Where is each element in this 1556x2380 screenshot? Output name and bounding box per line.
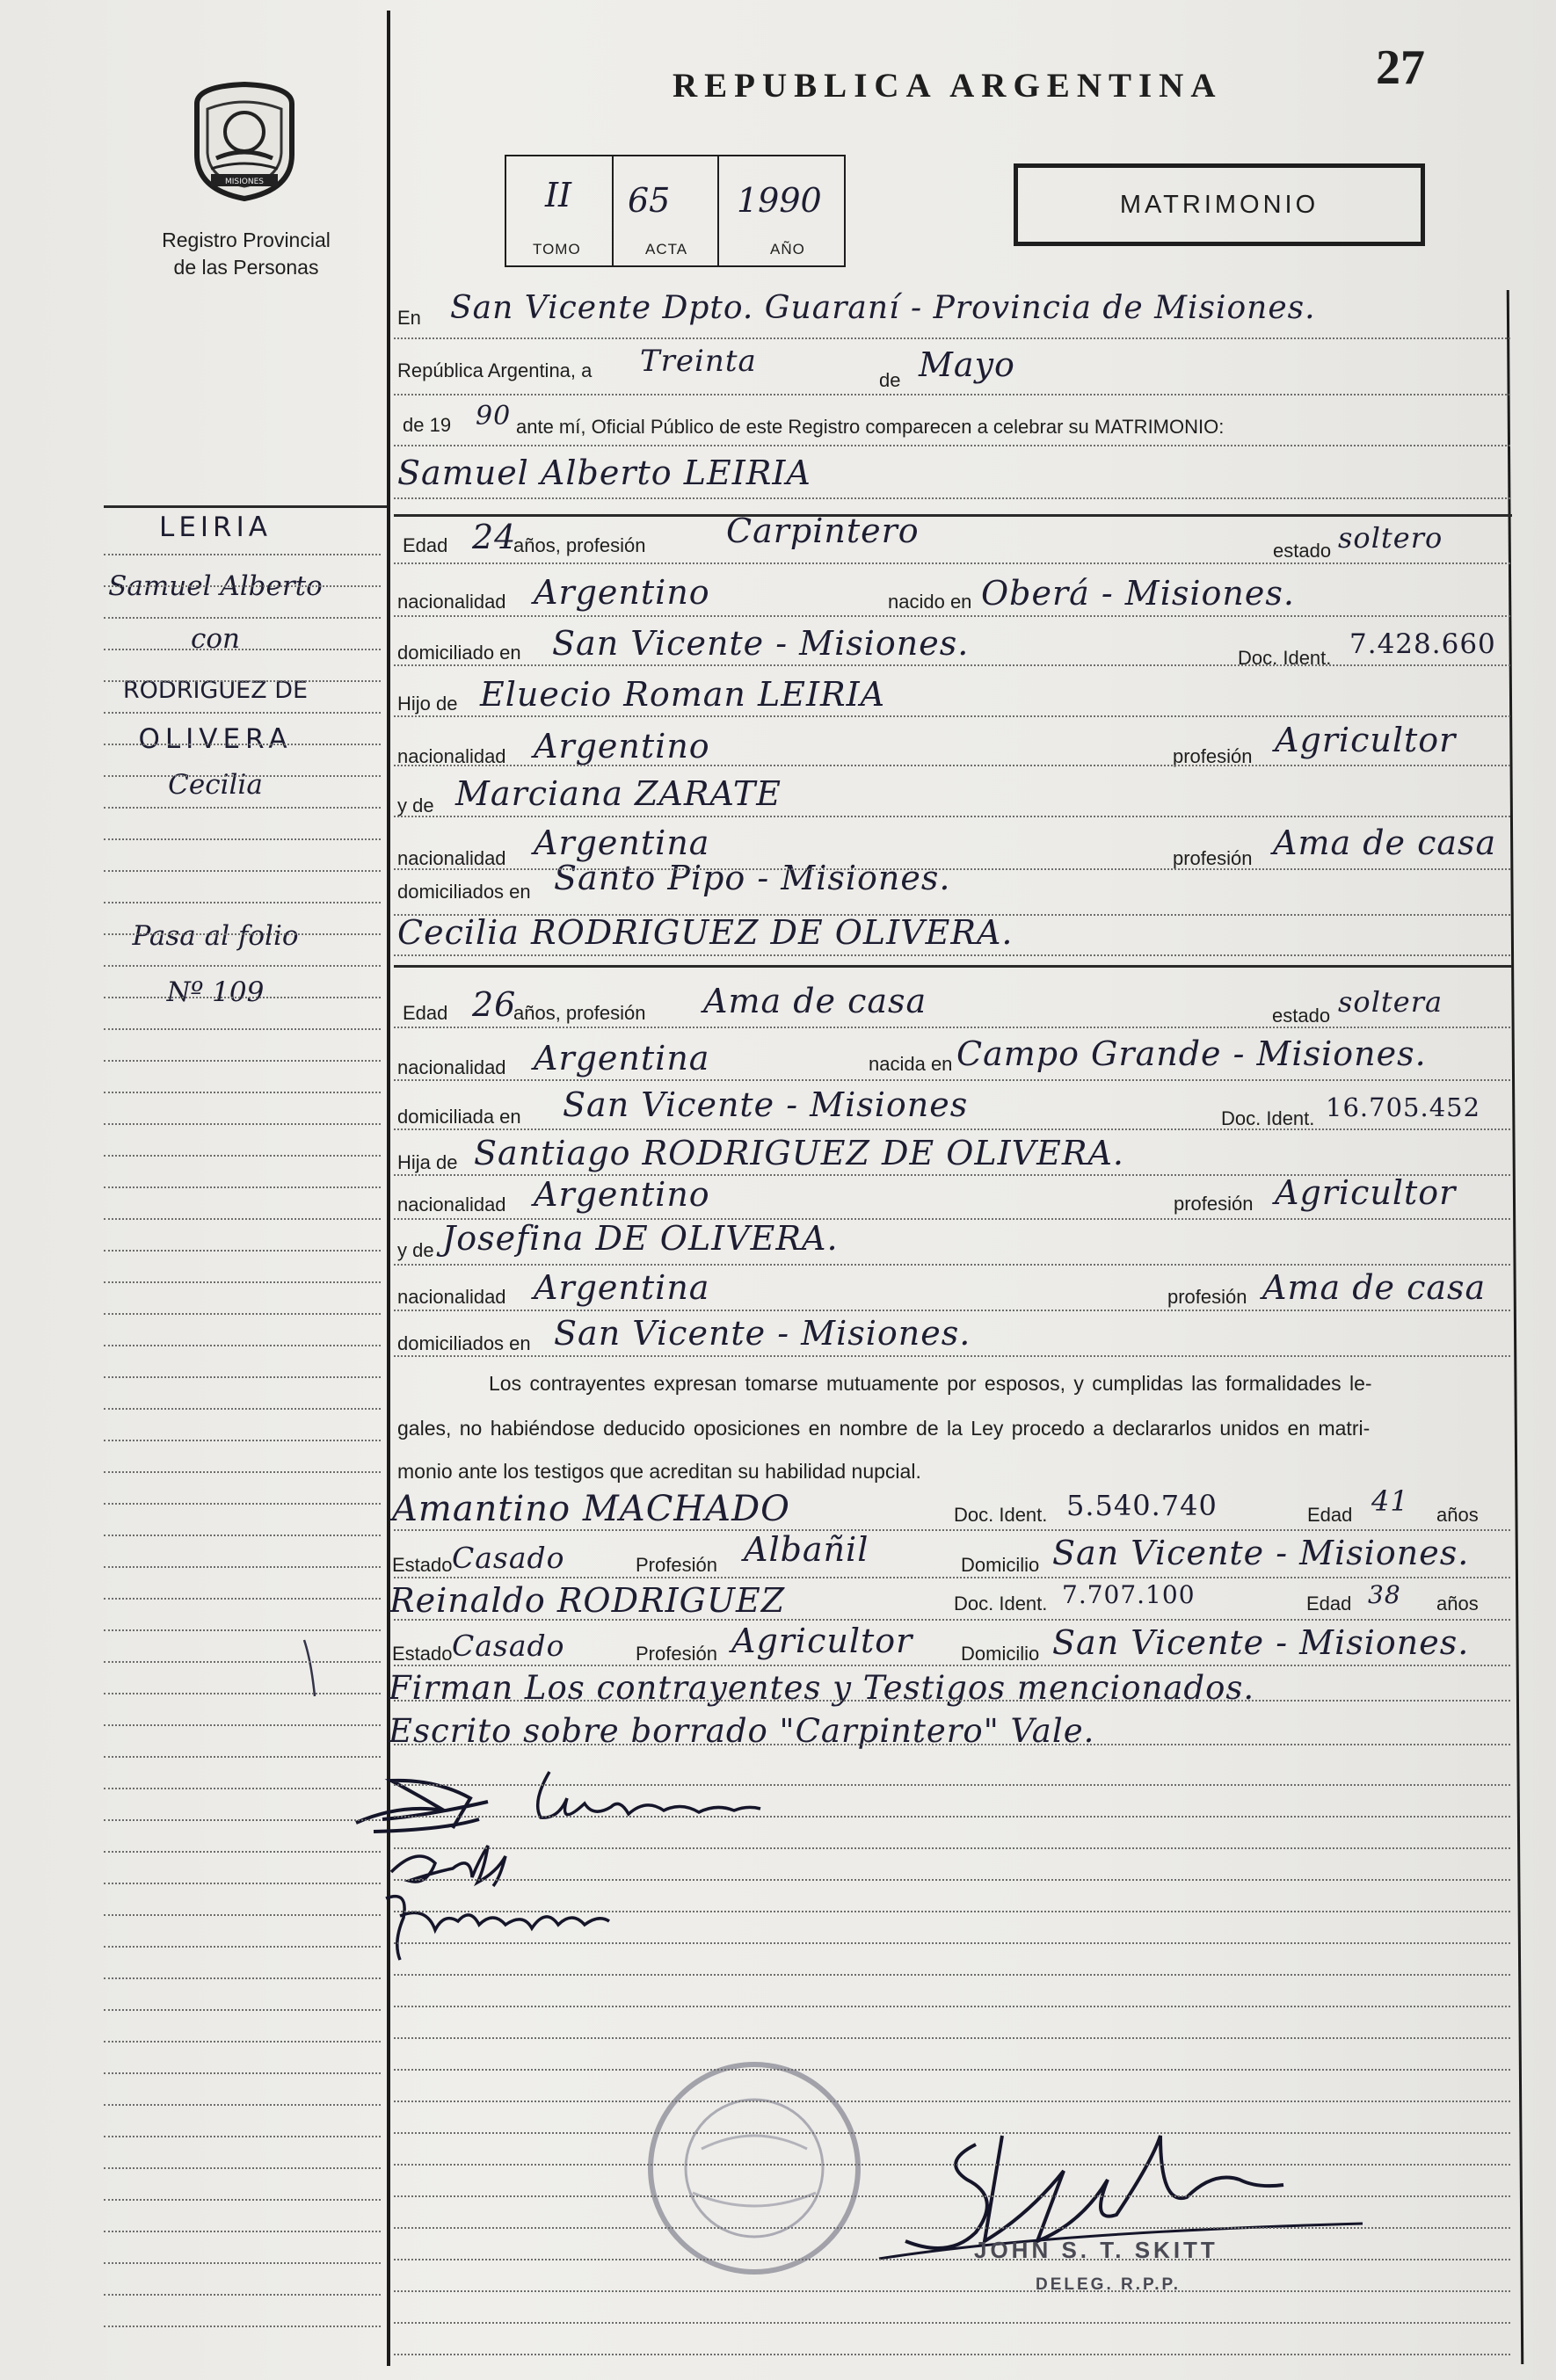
main-ruled-line: [394, 765, 1510, 766]
main-ruled-line: [394, 497, 1510, 499]
main-ruled-line: [394, 1128, 1510, 1130]
sidebar-ruled-line: [104, 1281, 381, 1283]
sidebar-ruled-line: [104, 2262, 381, 2264]
main-ruled-line: [394, 2006, 1510, 2007]
main-ruled-line: [394, 1174, 1510, 1176]
main-ruled-line: [394, 1847, 1510, 1849]
witness-anos-label: años: [1436, 1593, 1479, 1614]
bride-mother-nationality: Argentina: [534, 1268, 710, 1307]
groom-mother-profesion-label: profesión: [1173, 847, 1253, 869]
sidebar-ruled-line: [104, 744, 381, 745]
official-stamp-title: DELEG. R.P.P.: [1036, 2275, 1182, 2294]
main-ruled-line: [394, 1310, 1510, 1311]
bride-father-profesion-label: profesión: [1174, 1193, 1254, 1215]
main-ruled-line: [394, 1911, 1510, 1912]
bride-nacionalidad-label: nacionalidad: [397, 1056, 506, 1078]
witness-name: Amantino MACHADO: [392, 1489, 790, 1529]
misiones-emblem-icon: [185, 77, 304, 202]
main-ruled-line: [394, 562, 1510, 564]
bride-mother-nacionalidad-label: nacionalidad: [397, 1286, 506, 1308]
sidebar-ruled-line: [104, 1471, 381, 1473]
sidebar-ruled-line: [104, 1250, 381, 1252]
main-ruled-line: [394, 2290, 1510, 2292]
main-ruled-line: [394, 1942, 1510, 1944]
witness-doc-label: Doc. Ident.: [954, 1593, 1048, 1614]
main-ruled-line: [394, 1816, 1510, 1818]
sidebar-ruled-line: [104, 1503, 381, 1505]
sidebar-ruled-line: [104, 997, 381, 998]
sidebar-ruled-line: [104, 933, 381, 935]
sidebar-note: Nº 109: [166, 976, 265, 1008]
groom-father-profesion-label: profesión: [1173, 745, 1253, 767]
bride-estado: soltera: [1338, 985, 1443, 1019]
witness-anos-label: años: [1436, 1504, 1479, 1526]
sidebar-ruled-line: [104, 1724, 381, 1726]
sidebar-ruled-line: [104, 1883, 381, 1884]
main-ruled-line: [394, 2259, 1510, 2260]
witness-estado: Casado: [452, 1629, 565, 1663]
main-ruled-line: [394, 1784, 1510, 1786]
sidebar-ruled-line: [104, 2199, 381, 2201]
sidebar-ruled-line: [104, 1535, 381, 1536]
sidebar-ruled-line: [104, 2167, 381, 2169]
groom-profession: Carpintero: [726, 512, 920, 550]
sidebar-entry: Cecilia: [168, 769, 263, 801]
sidebar-ruled-line: [104, 1788, 381, 1789]
sidebar-ruled-line: [104, 1946, 381, 1948]
groom-father-nacionalidad-label: nacionalidad: [397, 745, 506, 767]
groom-father-profession: Agricultor: [1275, 721, 1457, 759]
tomo-value: II: [545, 176, 572, 214]
main-ruled-line: [394, 2069, 1510, 2071]
sidebar-ruled-line: [104, 838, 381, 840]
main-ruled-line: [394, 2195, 1510, 2197]
month-value: Mayo: [919, 345, 1015, 384]
bride-doc-label: Doc. Ident.: [1221, 1107, 1315, 1129]
main-ruled-line: [394, 1027, 1510, 1028]
main-ruled-line: [394, 1264, 1510, 1266]
bride-domicile: San Vicente - Misiones: [563, 1085, 969, 1124]
bride-father-profession: Agricultor: [1275, 1173, 1457, 1212]
acta-value: 65: [628, 181, 671, 220]
sidebar-ruled-line: [104, 1629, 381, 1631]
sidebar-ruled-line: [104, 1977, 381, 1979]
main-ruled-line: [394, 664, 1510, 666]
day-value: Treinta: [640, 344, 757, 379]
sidebar-ruled-line: [104, 965, 381, 967]
bride-hija-label: Hija de: [397, 1151, 458, 1173]
section-rule: [394, 514, 1512, 517]
sidebar-ruled-line: [104, 1756, 381, 1758]
sidebar-entry: RODRIGUEZ DE: [122, 677, 309, 704]
main-ruled-line: [394, 2164, 1510, 2166]
closing-line: Firman Los contrayentes y Testigos mencionados.: [389, 1669, 1255, 1707]
year-prefix: de 19: [403, 414, 452, 436]
main-ruled-line: [394, 715, 1510, 717]
bride-edad-label: Edad: [403, 1002, 448, 1024]
groom-age: 24: [472, 518, 517, 556]
witness-doc-label: Doc. Ident.: [954, 1504, 1048, 1526]
signature-scribble: [374, 1837, 690, 1969]
witness-doc: 5.540.740: [1066, 1489, 1218, 1522]
sidebar-ruled-line: [104, 1598, 381, 1600]
groom-nacido-label: nacido en: [888, 591, 972, 613]
left-header-rule: [104, 505, 387, 508]
sidebar-ruled-line: [104, 2231, 381, 2232]
main-ruled-line: [394, 1529, 1510, 1531]
sidebar-ruled-line: [104, 680, 381, 682]
bride-profession: Ama de casa: [703, 982, 927, 1020]
groom-doc-label: Doc. Ident.: [1238, 647, 1332, 669]
witness-name: Reinaldo RODRIGUEZ: [389, 1581, 786, 1620]
sidebar-ruled-line: [104, 1028, 381, 1030]
place-value: San Vicente Dpto. Guaraní - Provincia de Misiones.: [450, 290, 1316, 326]
sidebar-ruled-line: [104, 1345, 381, 1346]
acta-label: ACTA: [645, 241, 688, 258]
bride-estado-label: estado: [1272, 1005, 1331, 1027]
sidebar-ruled-line: [104, 1661, 381, 1663]
sidebar-ruled-line: [104, 2104, 381, 2106]
sidebar-ruled-line: [104, 1440, 381, 1441]
right-border-line: [1507, 290, 1523, 2364]
witness-domicile: San Vicente - Misiones.: [1052, 1534, 1470, 1572]
groom-name: Samuel Alberto LEIRIA: [397, 454, 811, 492]
groom-estado: soltero: [1338, 521, 1443, 555]
bride-mother: Josefina DE OLIVERA.: [442, 1219, 839, 1258]
sidebar-note: Pasa al folio: [132, 920, 299, 952]
sidebar-ruled-line: [104, 807, 381, 809]
declaration-line: Los contrayentes expresan tomarse mutuamente por esposos, y cumplidas las formalidades le-: [489, 1372, 1372, 1395]
witness-profession: Agricultor: [731, 1622, 913, 1660]
bride-parents-domicilio-label: domiciliados en: [397, 1332, 531, 1354]
sidebar-ruled-line: [104, 2041, 381, 2043]
main-ruled-line: [394, 1577, 1510, 1578]
bride-yde-label: y de: [397, 1239, 434, 1261]
sidebar-ruled-line: [104, 902, 381, 903]
main-ruled-line: [394, 2132, 1510, 2134]
main-ruled-line: [394, 1619, 1510, 1621]
year-suffix: 90: [476, 401, 512, 432]
bride-nationality: Argentina: [534, 1039, 710, 1078]
witness-domicilio-label: Domicilio: [961, 1643, 1040, 1665]
sidebar-ruled-line: [104, 1123, 381, 1125]
main-ruled-line: [394, 954, 1510, 956]
page-number: 27: [1376, 40, 1425, 95]
groom-parents-domicile: Santo Pipo - Misiones.: [554, 859, 951, 897]
bride-name: Cecilia RODRIGUEZ DE OLIVERA.: [397, 913, 1014, 952]
sidebar-ruled-line: [104, 1186, 381, 1188]
sidebar-ruled-line: [104, 1693, 381, 1694]
groom-yde-label: y de: [397, 795, 434, 816]
closing-line: Escrito sobre borrado "Carpintero" Vale.: [389, 1712, 1095, 1750]
groom-birthplace: Oberá - Misiones.: [981, 574, 1295, 613]
sidebar-ruled-line: [104, 870, 381, 872]
groom-hijo-label: Hijo de: [397, 693, 458, 715]
bride-anos-label: años, profesión: [513, 1002, 646, 1024]
sidebar-ruled-line: [104, 649, 381, 650]
groom-mother-profession: Ama de casa: [1273, 824, 1497, 862]
document-title: REPUBLICA ARGENTINA: [673, 67, 1223, 105]
witness-edad-label: Edad: [1306, 1593, 1352, 1614]
main-ruled-line: [394, 1079, 1510, 1081]
witness-profesion-label: Profesión: [636, 1554, 717, 1576]
main-ruled-line: [394, 1218, 1510, 1220]
groom-estado-label: estado: [1273, 540, 1332, 562]
bride-nacida-label: nacida en: [869, 1053, 953, 1075]
bride-mother-profession: Ama de casa: [1262, 1268, 1487, 1307]
sidebar-ruled-line: [104, 1155, 381, 1157]
main-ruled-line: [394, 914, 1510, 916]
sidebar-ruled-line: [104, 712, 381, 714]
sidebar-ruled-line: [104, 1376, 381, 1378]
sidebar-entry: con: [191, 623, 240, 655]
sidebar-ruled-line: [104, 2009, 381, 2011]
main-ruled-line: [394, 1665, 1510, 1666]
witness-domicile: San Vicente - Misiones.: [1052, 1623, 1470, 1662]
left-column-divider: [387, 11, 390, 2366]
sidebar-ruled-line: [104, 1218, 381, 1220]
sidebar-entry: LEIRIA: [159, 512, 272, 543]
sidebar-ruled-line: [104, 1313, 381, 1315]
sidebar-ruled-line: [104, 2136, 381, 2137]
witness-age: 41: [1371, 1484, 1409, 1518]
main-ruled-line: [394, 868, 1510, 870]
sidebar-ruled-line: [104, 1851, 381, 1853]
declaration-line: monio ante los testigos que acreditan su habilidad nupcial.: [397, 1460, 921, 1483]
witness-profession: Albañil: [744, 1530, 869, 1569]
main-ruled-line: [394, 394, 1510, 395]
bride-father: Santiago RODRIGUEZ DE OLIVERA.: [474, 1134, 1124, 1172]
main-ruled-line: [394, 2227, 1510, 2229]
sidebar-ruled-line: [104, 2326, 381, 2327]
declaration-line: gales, no habiéndose deducido oposiciones en nombre de la Ley procedo a declararlos unidos en matri-: [397, 1417, 1371, 1440]
groom-father: Eluecio Roman LEIRIA: [480, 675, 886, 714]
groom-nacionalidad-label: nacionalidad: [397, 591, 506, 613]
section-rule: [394, 965, 1512, 968]
bride-domiciliada-label: domiciliada en: [397, 1106, 521, 1128]
witness-age: 38: [1368, 1580, 1401, 1609]
sidebar-ruled-line: [104, 775, 381, 777]
sidebar-ruled-line: [104, 1566, 381, 1568]
witness-estado-label: Estado: [392, 1554, 453, 1576]
main-ruled-line: [394, 1744, 1510, 1745]
act-type-box: [1014, 163, 1425, 246]
registry-seal-icon: [640, 2052, 869, 2281]
groom-anos-label: años, profesión: [513, 534, 646, 556]
sidebar-ruled-line: [104, 585, 381, 587]
main-ruled-line: [394, 615, 1510, 617]
sidebar-ruled-line: [104, 2294, 381, 2296]
groom-doc: 7.428.660: [1349, 628, 1496, 660]
emblem-label: MISIONES: [224, 178, 265, 186]
sidebar-ruled-line: [104, 1914, 381, 1916]
main-ruled-line: [394, 1879, 1510, 1881]
groom-nationality: Argentino: [534, 573, 710, 612]
main-ruled-line: [394, 2322, 1510, 2324]
witness-doc: 7.707.100: [1062, 1580, 1196, 1609]
groom-domicile: San Vicente - Misiones.: [552, 624, 970, 663]
main-ruled-line: [394, 2037, 1510, 2039]
appear-text: ante mí, Oficial Público de este Registro comparecen a celebrar su MATRIMONIO:: [516, 416, 1225, 438]
groom-mother-nacionalidad-label: nacionalidad: [397, 847, 506, 869]
groom-mother: Marciana ZARATE: [455, 774, 782, 813]
sidebar-ruled-line: [104, 1060, 381, 1062]
sidebar-ruled-line: [104, 617, 381, 619]
bride-mother-profesion-label: profesión: [1167, 1286, 1247, 1308]
main-ruled-line: [394, 1700, 1510, 1702]
sidebar-ruled-line: [104, 1092, 381, 1093]
bride-father-nacionalidad-label: nacionalidad: [397, 1194, 506, 1215]
republica-label: República Argentina, a: [397, 359, 593, 381]
groom-domicilio-label: domiciliado en: [397, 642, 521, 664]
witness-profesion-label: Profesión: [636, 1643, 717, 1665]
official-stamp-name: JOHN S. T. SKITT: [974, 2237, 1218, 2263]
sidebar-entry: OLIVERA: [138, 723, 293, 755]
main-ruled-line: [394, 1974, 1510, 1976]
sidebar-ruled-line: [104, 1819, 381, 1821]
record-reference-box: [505, 155, 846, 267]
tomo-label: TOMO: [533, 241, 581, 258]
bride-father-nationality: Argentino: [534, 1175, 710, 1214]
main-ruled-line: [394, 445, 1510, 446]
sidebar-ruled-line: [104, 1408, 381, 1410]
witness-domicilio-label: Domicilio: [961, 1554, 1040, 1576]
sidebar-entry: Samuel Alberto: [108, 570, 323, 602]
registry-name: Registro Provincial de las Personas: [162, 229, 331, 279]
en-label: En: [397, 307, 421, 329]
sidebar-ruled-line: [104, 554, 381, 555]
sidebar-ruled-line: [104, 2072, 381, 2074]
groom-parents-domicilio-label: domiciliados en: [397, 881, 531, 903]
de-label: de: [879, 369, 901, 391]
signature-scribble: [347, 1749, 769, 1846]
main-ruled-line: [394, 1355, 1510, 1357]
main-ruled-line: [394, 2354, 1510, 2355]
groom-mother-nationality: Argentina: [534, 824, 710, 862]
bride-birthplace: Campo Grande - Misiones.: [956, 1034, 1427, 1073]
witness-edad-label: Edad: [1307, 1504, 1353, 1526]
witness-estado: Casado: [452, 1541, 565, 1575]
groom-father-nationality: Argentino: [534, 727, 710, 766]
witness-estado-label: Estado: [392, 1643, 453, 1665]
main-ruled-line: [394, 816, 1510, 817]
bride-age: 26: [472, 985, 517, 1024]
groom-edad-label: Edad: [403, 534, 448, 556]
bride-doc: 16.705.452: [1326, 1092, 1481, 1122]
stray-mark: [299, 1635, 325, 1705]
main-ruled-line: [394, 2101, 1510, 2102]
main-ruled-line: [394, 337, 1510, 339]
anio-value: 1990: [737, 181, 822, 220]
anio-label: AÑO: [770, 241, 805, 258]
bride-parents-domicile: San Vicente - Misiones.: [554, 1314, 971, 1353]
act-type-label: MATRIMONIO: [1119, 190, 1320, 219]
